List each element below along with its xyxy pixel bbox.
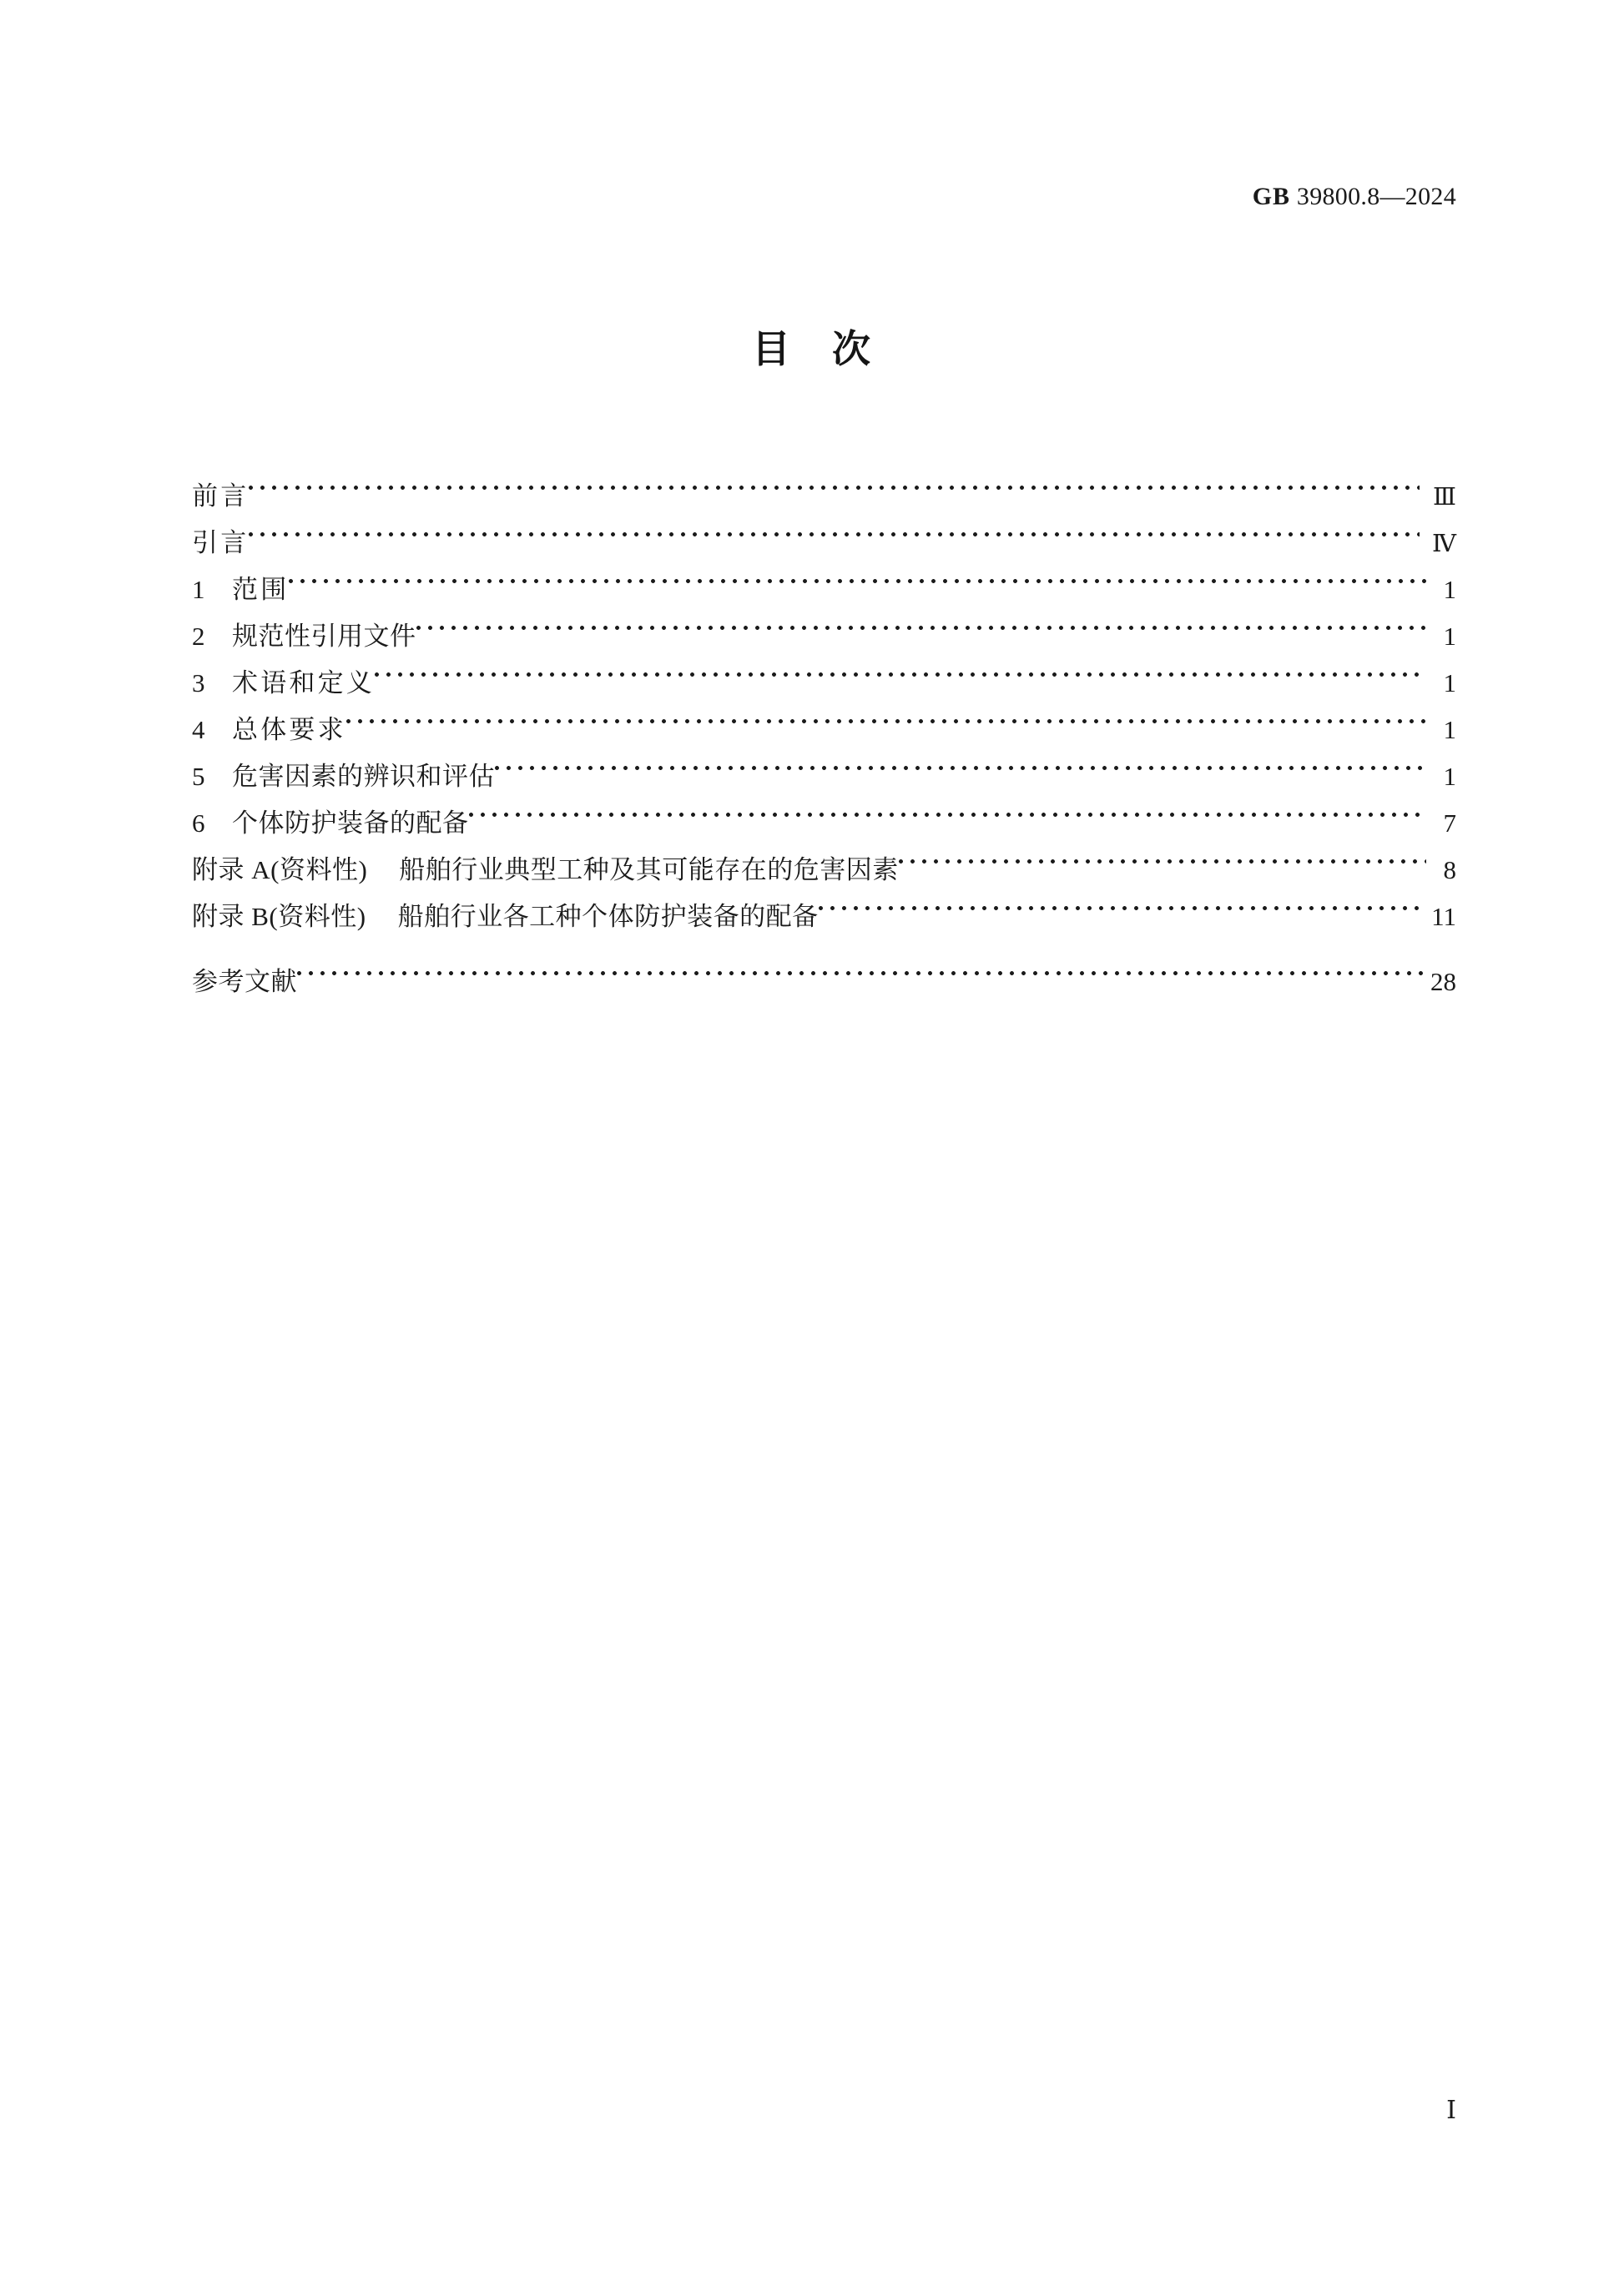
toc-entry-page-number: 1 (1443, 668, 1456, 697)
toc-entry-annex-prefix: 附录 A(资料性) (192, 855, 368, 884)
toc-entry-label: 总体要求 (232, 715, 346, 744)
toc-entry-number: 4 (192, 715, 205, 744)
toc-entry-page-number: 1 (1443, 715, 1456, 744)
toc-entry[interactable] (192, 738, 1456, 791)
toc-entry-label: 规范性引用文件 (232, 622, 416, 651)
toc-dot-leader (899, 832, 1426, 879)
toc-entry-number: 6 (192, 808, 205, 838)
toc-entry-label: 个体防护装备的配备 (232, 808, 469, 838)
toc-entry-label: 危害因素的辨识和评估 (232, 762, 495, 791)
toc-entry-label: 引言 (192, 528, 250, 557)
table-of-contents (192, 458, 1456, 996)
page-title: 目 次 (752, 327, 872, 370)
toc-dot-leader (819, 879, 1426, 925)
toc-dot-leader (289, 551, 1426, 598)
toc-entry-page-number: Ⅲ (1433, 484, 1456, 511)
toc-entry-page-number: 7 (1443, 808, 1456, 838)
toc-entry[interactable] (192, 944, 1456, 996)
toc-entry-page-number: Ⅳ (1432, 531, 1456, 557)
toc-entry-number: 1 (192, 575, 205, 604)
toc-dot-leader (469, 785, 1427, 832)
toc-entry-page-number: 1 (1443, 762, 1456, 791)
toc-entry[interactable] (192, 505, 1456, 557)
toc-entry-page-number: 1 (1443, 622, 1456, 651)
toc-dot-leader (375, 645, 1426, 692)
toc-entry[interactable] (192, 598, 1456, 651)
toc-entry-annex-prefix: 附录 B(资料性) (192, 902, 366, 931)
standard-number: 39800.8—2024 (1296, 183, 1456, 210)
toc-entry-label: 术语和定义 (232, 668, 375, 697)
toc-entry[interactable] (192, 645, 1456, 697)
toc-entry[interactable] (192, 879, 1456, 931)
toc-entry[interactable] (192, 458, 1456, 511)
toc-entry-label: 范围 (232, 575, 290, 604)
toc-entry-number: 3 (192, 668, 205, 697)
standard-mark: GB (1252, 183, 1291, 210)
toc-entry-number: 5 (192, 762, 205, 791)
toc-dot-leader (416, 598, 1427, 645)
toc-entry-label: 船舶行业典型工种及其可能存在的危害因素 (399, 855, 899, 884)
folio-page-number: Ⅰ (1446, 2097, 1456, 2124)
toc-entry-number: 2 (192, 622, 205, 651)
toc-entry-page-number: 11 (1431, 902, 1456, 931)
toc-dot-leader (297, 944, 1426, 990)
toc-entry-label: 前言 (192, 481, 250, 511)
running-header (192, 182, 1456, 212)
toc-entry-page-number: 28 (1430, 967, 1456, 996)
toc-dot-leader (495, 738, 1426, 785)
toc-entry-page-number: 8 (1443, 855, 1456, 884)
toc-entry[interactable] (192, 692, 1456, 744)
toc-dot-leader (249, 458, 1420, 505)
toc-entry-page-number: 1 (1443, 575, 1456, 604)
toc-dot-leader (249, 505, 1420, 551)
toc-entry[interactable] (192, 551, 1456, 604)
toc-dot-leader (346, 692, 1426, 738)
toc-entry-label: 参考文献 (192, 967, 297, 996)
toc-entry-label: 船舶行业各工种个体防护装备的配备 (397, 902, 819, 931)
